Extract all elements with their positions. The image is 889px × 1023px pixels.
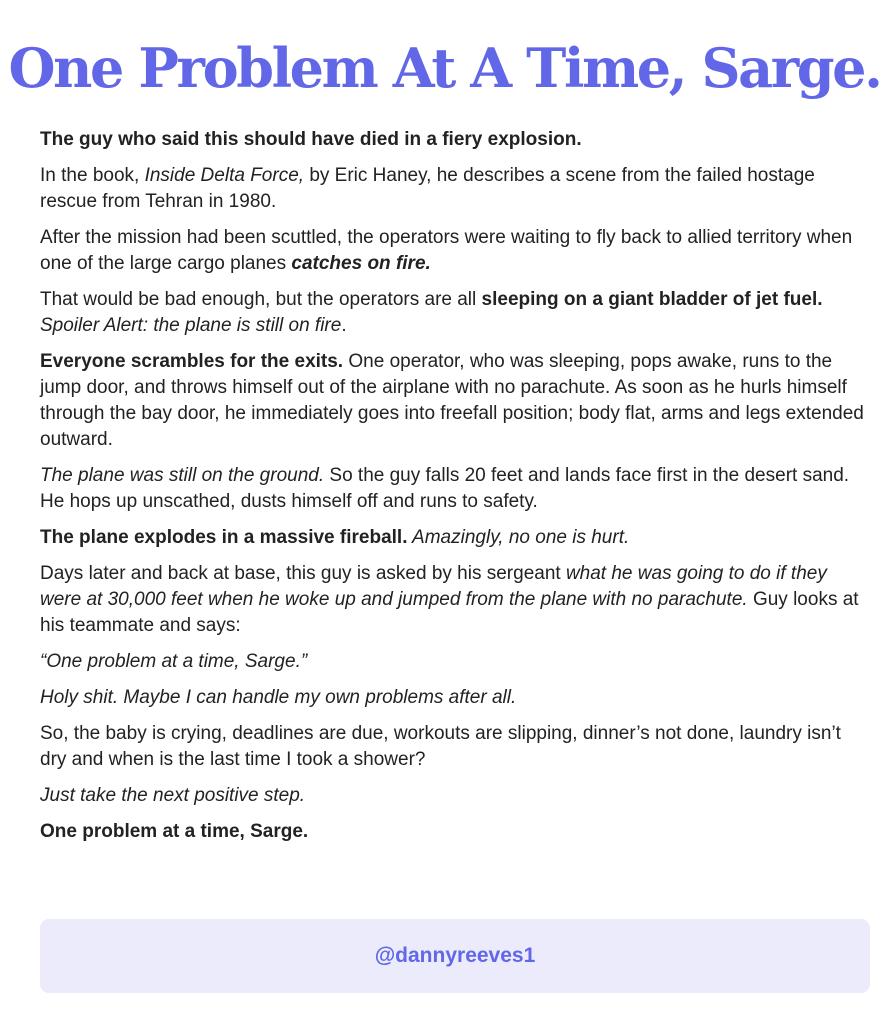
closing-line: One problem at a time, Sarge. — [40, 821, 309, 842]
italic-text: The plane was still on the ground. — [40, 465, 325, 486]
paragraph-5 — [40, 349, 870, 453]
paragraph-7 — [40, 525, 870, 551]
italic-text: Just take the next positive step. — [40, 785, 306, 806]
paragraph-8 — [40, 561, 870, 639]
paragraph-6 — [40, 463, 870, 515]
text-span: One operator, who was sleeping, pops awake, runs to the jump door, and throws himself out of the airplane with no parachute. As soon as he hurls himself through the bay door, he immediately goes into freefall position; body flat, arms and legs extended outward. — [40, 351, 864, 450]
paragraph-10 — [40, 685, 870, 711]
italic-text: what he was going to do if they were at 30,000 feet when he woke up and jumped from the plane with no parachute. — [40, 563, 827, 610]
social-handle-link[interactable]: @dannyreeves1 — [374, 944, 536, 967]
lead-sentence: The guy who said this should have died in a fiery explosion. — [40, 129, 582, 150]
paragraph-4 — [40, 287, 870, 339]
bold-text: The plane explodes in a massive fireball. — [40, 527, 408, 548]
text-span: That would be bad enough, but the operators are all — [40, 289, 482, 310]
footer-banner — [40, 919, 870, 993]
page-title: One Problem At A Time, Sarge. — [8, 36, 881, 100]
spoiler-text: Spoiler Alert: the plane is still on fire — [40, 315, 342, 336]
bold-text: sleeping on a giant bladder of jet fuel. — [481, 289, 823, 310]
paragraph-2 — [40, 163, 870, 215]
text-span: In the book, — [40, 165, 145, 186]
paragraph-1 — [40, 127, 870, 153]
article-body — [40, 127, 870, 855]
text-span: So the guy falls 20 feet and lands face first in the desert sand. He hops up unscathed, dusts himself off and runs to safety. — [40, 465, 850, 512]
bold-text: Everyone scrambles for the exits. — [40, 351, 344, 372]
italic-text: Holy shit. Maybe I can handle my own problems after all. — [40, 687, 517, 708]
text-span: So, the baby is crying, deadlines are due, workouts are slipping, dinner’s not done, laundry isn’t dry and when is the last time I took a shower? — [40, 723, 841, 770]
text-span: Days later and back at base, this guy is asked by his sergeant — [40, 563, 566, 584]
paragraph-3 — [40, 225, 870, 277]
text-span: by Eric Haney, he describes a scene from the failed hostage rescue from Tehran in 1980. — [40, 165, 815, 212]
quote-text: “One problem at a time, Sarge.” — [40, 651, 308, 672]
paragraph-13 — [40, 819, 870, 845]
italic-text: Amazingly, no one is hurt. — [407, 527, 630, 548]
text-span: Guy looks at his teammate and says: — [40, 589, 859, 636]
book-title: Inside Delta Force, — [144, 165, 305, 186]
emphasis-text: catches on fire. — [291, 253, 431, 274]
paragraph-12 — [40, 783, 870, 809]
paragraph-9 — [40, 649, 870, 675]
text-span: After the mission had been scuttled, the operators were waiting to fly back to allied territory when one of the large cargo planes — [40, 227, 853, 274]
paragraph-11 — [40, 721, 870, 773]
text-span: . — [341, 315, 347, 336]
